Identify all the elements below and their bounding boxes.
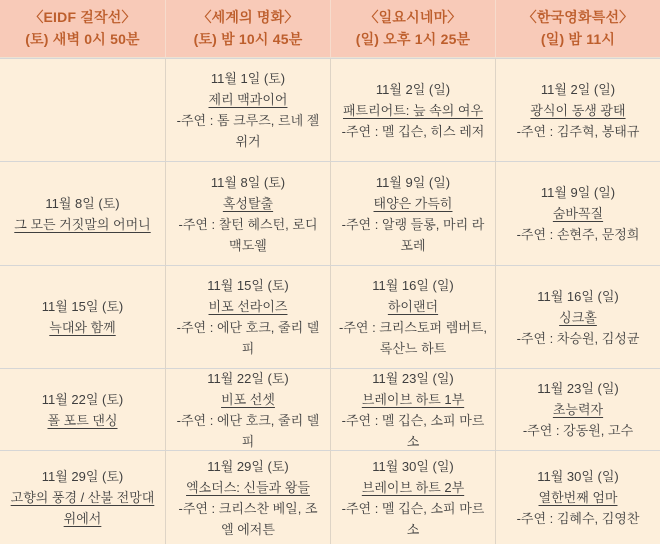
movie-title: 브레이브 하트 2부 <box>361 479 465 495</box>
schedule-cell <box>330 161 495 265</box>
schedule-cell <box>495 161 660 265</box>
cast-line: -주연 : 차승원, 김성균 <box>516 330 640 346</box>
schedule-cell <box>165 450 330 544</box>
schedule-cell <box>330 368 495 450</box>
schedule-cell <box>495 58 660 161</box>
movie-title: 초능력자 <box>552 402 604 417</box>
movie-title: 엑소더스: 신들과 왕들 <box>186 479 310 495</box>
schedule-row-week5 <box>0 450 660 544</box>
cast-line: -주연 : 에단 호크, 줄리 델피 <box>176 320 320 356</box>
air-date: 11월 22일 (토) <box>207 370 289 386</box>
air-date: 11월 2일 (일) <box>540 81 616 97</box>
cast-line: -주연 : 에단 호크, 줄리 델피 <box>176 412 320 449</box>
cast-line: -주연 : 손현주, 문정희 <box>516 227 640 242</box>
air-date: 11월 15일 (토) <box>41 299 124 314</box>
schedule-cell <box>0 450 165 544</box>
movie-title: 하이랜더 <box>387 299 439 314</box>
program-header-sunday-cinema <box>330 0 495 58</box>
cast-line: -주연 : 김주혁, 봉태규 <box>516 123 640 139</box>
program-title: 〈EIDF 걸작선〉 <box>29 9 136 25</box>
movie-title: 그 모든 거짓말의 어머니 <box>14 216 151 232</box>
cast-line: -주연 : 크리스찬 베일, 조엘 에저튼 <box>178 500 318 537</box>
program-header-korean-movie <box>495 0 660 58</box>
schedule-cell <box>0 58 165 161</box>
movie-title: 제리 맥과이어 <box>208 92 288 107</box>
air-date: 11월 9일 (일) <box>540 185 616 200</box>
movie-title: 혹성탈출 <box>222 195 274 211</box>
movie-title: 폴 포트 댄싱 <box>47 412 118 428</box>
air-date: 11월 8일 (토) <box>45 195 120 211</box>
program-title: 〈일요시네마〉 <box>364 9 462 25</box>
air-date: 11월 22일 (토) <box>41 391 124 407</box>
air-date: 11월 29일 (토) <box>207 458 289 474</box>
air-date: 11월 30일 (일) <box>537 469 619 484</box>
program-time: (일) 오후 1시 25분 <box>355 31 471 47</box>
air-date: 11월 9일 (일) <box>375 174 451 190</box>
schedule-cell <box>165 368 330 450</box>
header-row <box>0 0 660 58</box>
cast-line: -주연 : 찰턴 헤스턴, 로디 맥도웰 <box>178 216 318 253</box>
movie-title: 비포 선셋 <box>221 391 275 407</box>
schedule-row-week3 <box>0 265 660 368</box>
schedule-cell <box>0 368 165 450</box>
air-date: 11월 16일 (일) <box>372 278 454 293</box>
movie-title: 태양은 가득히 <box>373 195 453 211</box>
movie-title: 브레이브 하트 1부 <box>361 391 465 407</box>
program-title: 〈한국영화특선〉 <box>522 9 634 25</box>
program-title: 〈세계의 명화〉 <box>197 9 299 25</box>
program-time: (일) 밤 11시 <box>540 31 616 47</box>
program-time: (토) 밤 10시 45분 <box>193 31 303 47</box>
program-time: (토) 새벽 0시 50분 <box>25 31 140 47</box>
schedule-cell <box>165 58 330 161</box>
schedule-cell <box>0 265 165 368</box>
movie-title: 늑대와 함께 <box>49 320 116 335</box>
schedule-row-week1 <box>0 58 660 161</box>
air-date: 11월 15일 (토) <box>207 278 289 293</box>
schedule-cell <box>495 368 660 450</box>
program-header-world-cinema <box>165 0 330 58</box>
air-date: 11월 8일 (토) <box>210 174 286 190</box>
air-date: 11월 23일 (일) <box>372 370 454 386</box>
schedule-cell <box>330 58 495 161</box>
air-date: 11월 16일 (일) <box>537 288 619 304</box>
schedule-row-week2 <box>0 161 660 265</box>
cast-line: -주연 : 멜 깁슨, 히스 레저 <box>341 123 485 139</box>
schedule-cell <box>330 450 495 544</box>
schedule-row-week4 <box>0 368 660 450</box>
air-date: 11월 30일 (일) <box>372 458 454 474</box>
movie-title: 광식이 동생 광태 <box>530 102 626 118</box>
movie-title: 싱크홀 <box>559 309 597 325</box>
cast-line: -주연 : 강동원, 고수 <box>522 423 634 438</box>
cast-line: -주연 : 크리스토퍼 렘버트, 록산느 하트 <box>339 320 487 356</box>
air-date: 11월 2일 (일) <box>375 81 451 97</box>
cast-line: -주연 : 알랭 들롱, 마리 라포레 <box>341 216 485 253</box>
air-date: 11월 23일 (일) <box>537 381 619 396</box>
movie-title: 숨바꼭질 <box>552 206 604 221</box>
movie-title: 열한번째 엄마 <box>538 490 618 505</box>
schedule-cell <box>495 450 660 544</box>
schedule-cell <box>165 265 330 368</box>
movie-title: 비포 선라이즈 <box>208 299 288 314</box>
schedule-cell <box>0 161 165 265</box>
air-date: 11월 29일 (토) <box>41 469 124 484</box>
schedule-cell <box>495 265 660 368</box>
schedule-cell <box>330 265 495 368</box>
program-header-eidf <box>0 0 165 58</box>
movie-title: 고향의 풍경 / 산불 전망대 위에서 <box>10 490 155 526</box>
cast-line: -주연 : 톰 크루즈, 르네 젤위거 <box>176 113 320 149</box>
schedule-cell <box>165 161 330 265</box>
air-date: 11월 1일 (토) <box>210 71 286 86</box>
movie-title: 패트리어트: 늪 속의 여우 <box>342 102 484 118</box>
cast-line: -주연 : 멜 깁슨, 소피 마르소 <box>341 412 485 449</box>
cast-line: -주연 : 멜 깁슨, 소피 마르소 <box>341 500 485 537</box>
cast-line: -주연 : 김혜수, 김영찬 <box>516 511 640 526</box>
